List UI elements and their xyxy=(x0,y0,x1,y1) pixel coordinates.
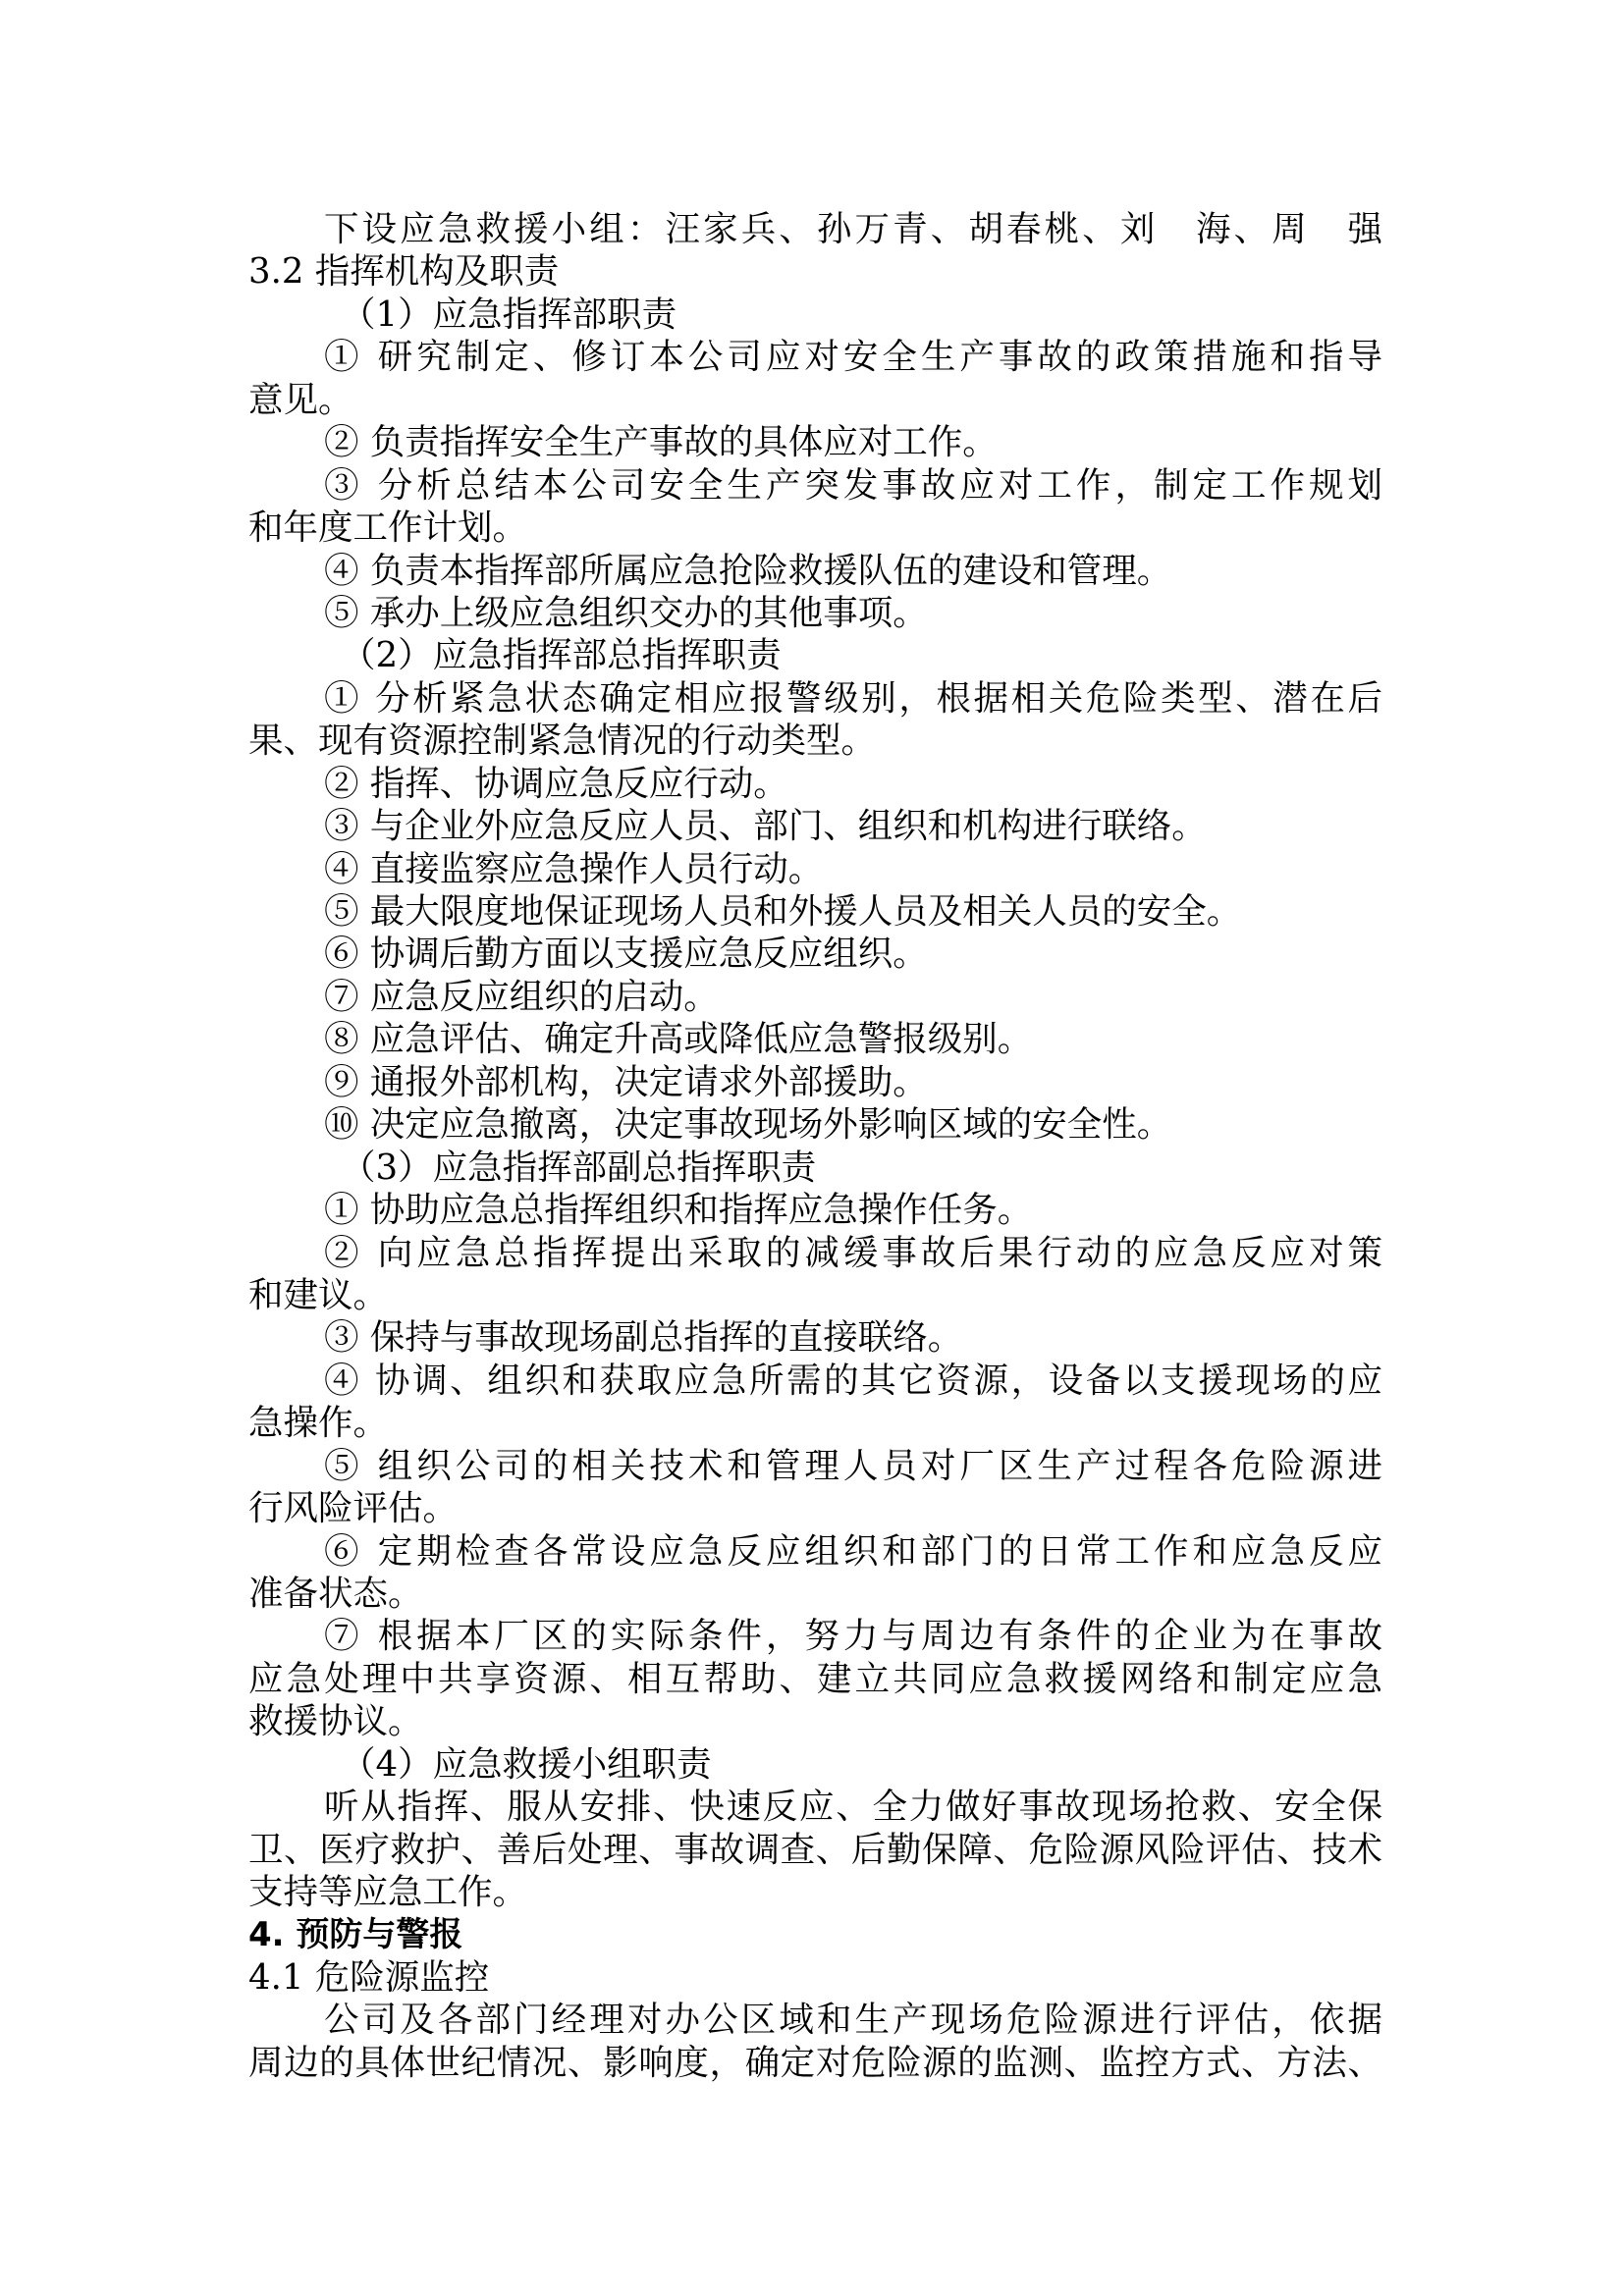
rescue-team-members: 下设应急救援小组：汪家兵、孙万青、胡春桃、刘 海、周 强 xyxy=(324,209,1382,249)
paragraph-line: ④ 直接监察应急操作人员行动。 xyxy=(324,848,824,889)
subheading-deputy-commander-duties: （3）应急指挥部副总指挥职责 xyxy=(341,1147,817,1188)
paragraph-line: ⑥ 协调后勤方面以支援应急反应组织。 xyxy=(324,934,928,975)
paragraph-line: ③ 与企业外应急反应人员、部门、组织和机构进行联络。 xyxy=(324,806,1207,847)
paragraph-line: ⑧ 应急评估、确定升高或降低应急警报级别。 xyxy=(324,1019,1033,1060)
document-body xyxy=(248,208,1382,2084)
paragraph-line: 应急处理中共享资源、相互帮助、建立共同应急救援网络和制定应急 xyxy=(248,1658,1382,1699)
paragraph-line: ③ 保持与事故现场副总指挥的直接联络。 xyxy=(324,1317,963,1359)
subheading-commander-duties: （2）应急指挥部总指挥职责 xyxy=(341,635,782,676)
paragraph-line: 意见。 xyxy=(248,379,353,420)
paragraph-line: 急操作。 xyxy=(248,1403,389,1444)
paragraph-line: 行风险评估。 xyxy=(248,1488,459,1529)
paragraph-line: ① 研究制定、修订本公司应对安全生产事故的政策措施和指导 xyxy=(324,337,1382,378)
paragraph-line: 听从指挥、服从安排、快速反应、全力做好事故现场抢救、安全保 xyxy=(324,1787,1382,1828)
section-heading-4: 4. 预防与警报 xyxy=(248,1914,463,1954)
paragraph-line: ② 指挥、协调应急反应行动。 xyxy=(324,763,788,804)
section-heading-4-1: 4.1 危险源监控 xyxy=(248,1956,490,1998)
paragraph-line: 周边的具体世纪情况、影响度，确定对危险源的监测、监控方式、方法、 xyxy=(248,2042,1382,2083)
paragraph-line: ⑨ 通报外部机构，决定请求外部援助。 xyxy=(324,1061,928,1102)
paragraph-line: ⑩ 决定应急撤离，决定事故现场外影响区域的安全性。 xyxy=(324,1104,1172,1146)
paragraph-line: ② 向应急总指挥提出采取的减缓事故后果行动的应急反应对策 xyxy=(324,1232,1382,1273)
subheading-rescue-team-duties: （4）应急救援小组职责 xyxy=(341,1743,712,1785)
paragraph-line: 和年度工作计划。 xyxy=(248,507,528,549)
paragraph-line: ⑦ 应急反应组织的启动。 xyxy=(324,976,719,1017)
subheading-command-duties: （1）应急指挥部职责 xyxy=(341,294,677,335)
paragraph-line: 公司及各部门经理对办公区域和生产现场危险源进行评估，依据 xyxy=(324,2000,1382,2041)
paragraph-line: ① 分析紧急状态确定相应报警级别，根据相关危险类型、潜在后 xyxy=(324,677,1382,719)
paragraph-line: 卫、医疗救护、善后处理、事故调查、后勤保障、危险源风险评估、技术 xyxy=(248,1829,1382,1870)
paragraph-line: 果、现有资源控制紧急情况的行动类型。 xyxy=(248,721,877,762)
paragraph-line: ④ 负责本指挥部所属应急抢险救援队伍的建设和管理。 xyxy=(324,550,1172,591)
paragraph-line: 救援协议。 xyxy=(248,1701,423,1742)
paragraph-line: 支持等应急工作。 xyxy=(248,1872,528,1913)
paragraph-line: ⑤ 最大限度地保证现场人员和外援人员及相关人员的安全。 xyxy=(324,891,1242,932)
section-heading-3-2: 3.2 指挥机构及职责 xyxy=(248,251,560,293)
paragraph-line: ⑤ 组织公司的相关技术和管理人员对厂区生产过程各危险源进 xyxy=(324,1445,1382,1486)
paragraph-line: ③ 分析总结本公司安全生产突发事故应对工作，制定工作规划 xyxy=(324,464,1382,506)
paragraph-line: ⑥ 定期检查各常设应急反应组织和部门的日常工作和应急反应 xyxy=(324,1530,1382,1572)
paragraph-line: ⑤ 承办上级应急组织交办的其他事项。 xyxy=(324,592,928,633)
paragraph-line: ② 负责指挥安全生产事故的具体应对工作。 xyxy=(324,422,998,463)
paragraph-line: 准备状态。 xyxy=(248,1574,423,1614)
paragraph-line: ⑦ 根据本厂区的实际条件，努力与周边有条件的企业为在事故 xyxy=(324,1616,1382,1657)
paragraph-line: 和建议。 xyxy=(248,1274,389,1315)
paragraph-line: ① 协助应急总指挥组织和指挥应急操作任务。 xyxy=(324,1190,1033,1231)
paragraph-line: ④ 协调、组织和获取应急所需的其它资源，设备以支援现场的应 xyxy=(324,1360,1382,1401)
